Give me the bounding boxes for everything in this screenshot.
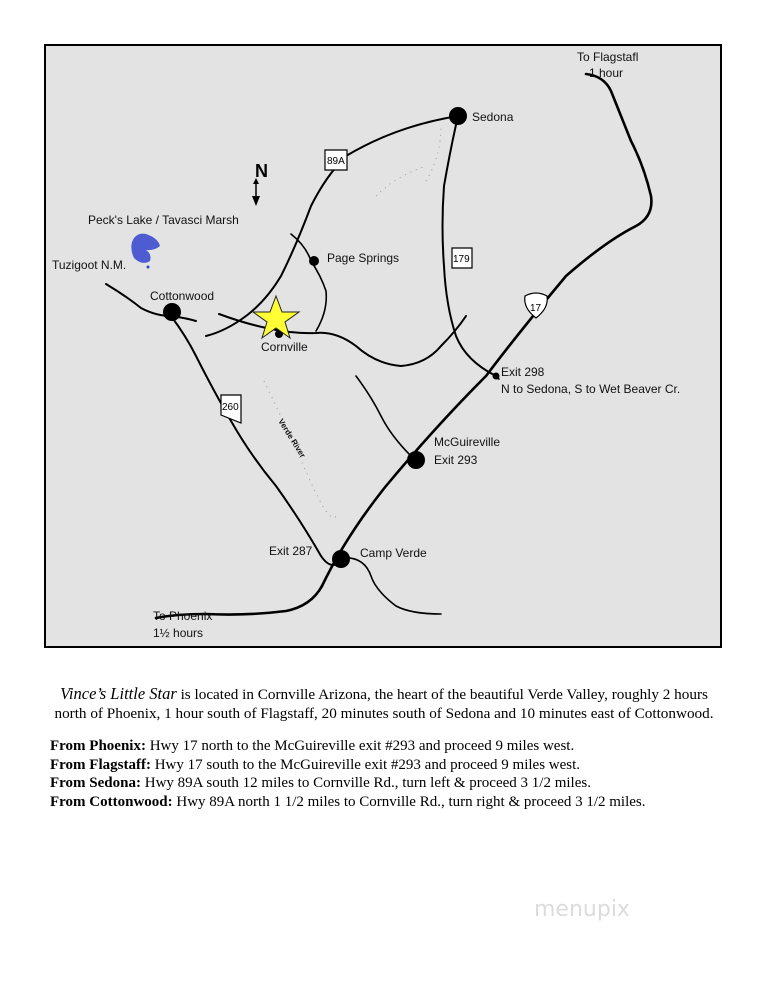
label-sedona: Sedona <box>472 110 514 124</box>
direction-phoenix <box>50 737 724 756</box>
directions-map <box>44 44 722 648</box>
label-exit293: Exit 293 <box>434 453 478 467</box>
label-phoenix-time: 1½ hours <box>153 626 204 640</box>
label-pecks-lake: Peck's Lake / Tavasci Marsh <box>88 213 239 227</box>
cottonwood-dot-icon <box>163 303 181 321</box>
lake-dot <box>147 266 150 269</box>
shield-260-label: 260 <box>222 402 239 413</box>
north-arrow-icon <box>252 161 268 206</box>
label-phoenix: To Phoenix <box>153 609 213 623</box>
terrain-dots-sedona <box>376 166 426 196</box>
shield-89a-label: 89A <box>327 156 345 167</box>
north-label: N <box>255 161 268 181</box>
exit298-dot-icon <box>493 373 500 380</box>
label-camp-verde: Camp Verde <box>360 546 427 560</box>
pecks-lake-icon <box>131 234 160 263</box>
direction-sedona <box>50 774 724 793</box>
camp-verde-dot-icon <box>332 550 350 568</box>
intro-paragraph <box>44 684 724 723</box>
road-page-springs <box>291 234 326 331</box>
directions-list <box>44 737 724 811</box>
shield-260-icon <box>221 395 241 423</box>
terrain-dots-east <box>426 126 441 181</box>
direction-phoenix-from: From Phoenix: <box>50 738 146 754</box>
direction-flagstaff <box>50 756 724 775</box>
direction-cottonwood-text: Hwy 89A north 1 1/2 miles to Cornville Rd., turn right & proceed 3 1/2 miles. <box>172 793 646 810</box>
description-block <box>44 684 724 811</box>
road-260 <box>171 316 341 565</box>
direction-phoenix-text: Hwy 17 north to the McGuireville exit #293 and proceed 9 miles west. <box>145 738 575 754</box>
direction-sedona-from: From Sedona: <box>50 775 141 791</box>
direction-sedona-text: Hwy 89A south 12 miles to Cornville Rd., turn left & proceed 3 1/2 miles. <box>140 775 591 791</box>
watermark-logo: menupix <box>534 897 630 922</box>
road-89a <box>206 116 458 336</box>
label-tuzigoot: Tuzigoot N.M. <box>52 258 127 272</box>
map-canvas <box>46 46 720 646</box>
shield-179-label: 179 <box>453 254 470 265</box>
sedona-dot-icon <box>449 107 467 125</box>
road-cornville <box>219 314 466 366</box>
label-exit298: Exit 298 <box>501 365 545 379</box>
label-mcguireville: McGuireville <box>434 435 501 449</box>
label-exit298-desc: N to Sedona, S to Wet Beaver Cr. <box>501 382 681 396</box>
label-flagstaff-time: 1 hour <box>589 66 624 80</box>
label-page-springs: Page Springs <box>327 251 400 265</box>
direction-cottonwood-from: From Cottonwood: <box>50 793 173 810</box>
page-springs-dot-icon <box>309 256 319 266</box>
shield-89a-icon <box>325 150 347 170</box>
label-exit287: Exit 287 <box>269 544 313 558</box>
road-to-mcguireville <box>356 376 411 456</box>
label-cornville: Cornville <box>261 340 308 354</box>
road-camp-verde-east <box>342 558 441 614</box>
label-flagstaff: To Flagstafl <box>577 50 639 64</box>
direction-flagstaff-from: From Flagstaff: <box>50 756 151 773</box>
mcguireville-dot-icon <box>407 451 425 469</box>
intro-text: is located in Cornville Arizona, the heart of the beautiful Verde Valley, roughly 2 hours north of Phoenix, 1 hour south of Flagstaff, 20 minutes south of Sedona and 10 minutes east of Cottonwood. <box>54 686 714 722</box>
shield-179-icon <box>452 248 472 268</box>
label-cottonwood: Cottonwood <box>150 289 215 303</box>
shield-17-label: 17 <box>530 303 542 314</box>
road-i17-north <box>322 74 651 586</box>
label-verde-river: Verde River <box>276 417 308 460</box>
business-name: Vince’s Little Star <box>60 684 177 703</box>
direction-cottonwood <box>50 793 724 812</box>
shield-17-icon <box>525 293 548 318</box>
direction-flagstaff-text: Hwy 17 south to the McGuireville exit #293 and proceed 9 miles west. <box>150 756 581 773</box>
